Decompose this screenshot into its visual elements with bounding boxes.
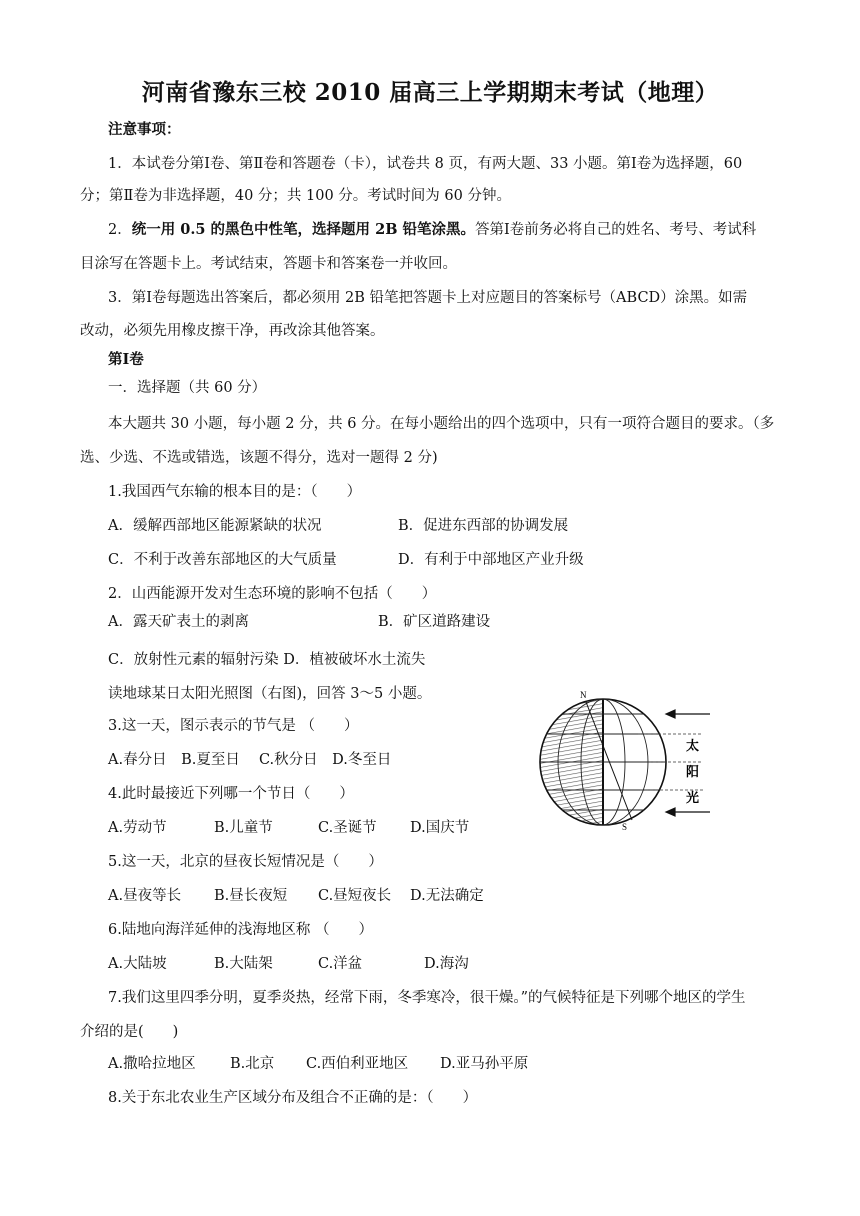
q5-option-a: A.昼夜等长 bbox=[108, 888, 182, 904]
sunlight-label-1: 太 bbox=[686, 739, 700, 754]
q6-option-b: B.大陆架 bbox=[214, 956, 273, 972]
q7-stem-line-2: 介绍的是( ) bbox=[80, 1024, 179, 1040]
q4-option-a: A.劳动节 bbox=[108, 820, 167, 836]
q2-option-a: A．露天矿表土的剥离 bbox=[108, 614, 249, 630]
q8-stem: 8.关于东北农业生产区域分布及组合不正确的是：（ ） bbox=[108, 1090, 478, 1106]
note-3-line-1: 3．第Ⅰ卷每题选出答案后，都必须用 2B 铅笔把答题卡上对应题目的答案标号（ABCD）涂黑。如需 bbox=[108, 290, 748, 306]
sunlight-label-2: 阳 bbox=[686, 765, 700, 780]
note-2-number: 2． bbox=[108, 222, 132, 238]
section-intro-line-2: 选、少选、不选或错选，该题不得分，选对一题得 2 分) bbox=[80, 450, 438, 466]
south-pole-label: S bbox=[622, 822, 628, 832]
q1-option-a: A．缓解西部地区能源紧缺的状况 bbox=[108, 518, 322, 534]
q7-option-d: D.亚马孙平原 bbox=[440, 1056, 529, 1072]
note-1-line-2: 分；第Ⅱ卷为非选择题，40 分；共 100 分。考试时间为 60 分钟。 bbox=[80, 188, 511, 204]
q1-option-c: C．不利于改善东部地区的大气质量 bbox=[108, 552, 337, 568]
q7-stem-line-1: 7.我们这里四季分明，夏季炎热，经常下雨，冬季寒冷，很干燥。”的气候特征是下列哪个地区的学生 bbox=[108, 990, 746, 1006]
q7-option-a: A.撒哈拉地区 bbox=[108, 1056, 196, 1072]
q7-option-b: B.北京 bbox=[230, 1056, 275, 1072]
figure-intro: 读地球某日太阳光照图（右图)，回答 3～5 小题。 bbox=[108, 686, 432, 702]
q5-stem: 5.这一天，北京的昼夜长短情况是（ ） bbox=[108, 854, 383, 870]
q3-options: A.春分日 B.夏至日 C.秋分日 D.冬至日 bbox=[108, 752, 392, 768]
q4-option-c: C.圣诞节 bbox=[318, 820, 377, 836]
note-2-line-2: 目涂写在答题卡上。考试结束，答题卡和答案卷一并收回。 bbox=[80, 256, 457, 272]
q6-option-a: A.大陆坡 bbox=[108, 956, 167, 972]
q2-option-cd: C．放射性元素的辐射污染 D．植被破坏水土流失 bbox=[108, 652, 426, 668]
note-3-line-2: 改动，必须先用橡皮擦干净，再改涂其他答案。 bbox=[80, 323, 385, 339]
q3-stem: 3.这一天，图示表示的节气是 （ ） bbox=[108, 718, 359, 734]
note-1-line-1: 1．本试卷分第Ⅰ卷、第Ⅱ卷和答题卷（卡），试卷共 8 页，有两大题、33 小题。第Ⅰ卷为选择题，60 bbox=[108, 156, 743, 172]
night-side-shading bbox=[538, 694, 603, 834]
section-intro-line-1: 本大题共 30 小题，每小题 2 分，共 6 分。在每小题给出的四个选项中，只有一项符合题目的要求。（多 bbox=[108, 416, 775, 432]
earth-illumination-figure bbox=[528, 684, 728, 834]
q1-stem: 1.我国西气东输的根本目的是：（ ） bbox=[108, 484, 362, 500]
q4-stem: 4.此时最接近下列哪一个节日（ ） bbox=[108, 786, 354, 802]
q6-stem: 6.陆地向海洋延伸的浅海地区称 （ ） bbox=[108, 922, 373, 938]
q1-option-b: B．促进东西部的协调发展 bbox=[398, 518, 569, 534]
note-2-rest-text: 答第Ⅰ卷前务必将自己的姓名、考号、考试科 bbox=[475, 222, 757, 238]
q7-option-c: C.西伯利亚地区 bbox=[306, 1056, 409, 1072]
note-2-bold-text: 统一用 0.5 的黑色中性笔，选择题用 2B 铅笔涂黑。 bbox=[131, 221, 475, 238]
sunlight-label-3: 光 bbox=[686, 791, 700, 806]
page-title: 河南省豫东三校 2010 届高三上学期期末考试（地理） bbox=[141, 79, 719, 106]
notes-heading: 注意事项： bbox=[108, 121, 181, 138]
q6-option-c: C.洋盆 bbox=[318, 956, 363, 972]
part-1-heading: 第Ⅰ卷 bbox=[108, 351, 144, 368]
q4-option-b: B.儿童节 bbox=[214, 820, 273, 836]
q2-option-b: B．矿区道路建设 bbox=[378, 614, 491, 630]
section-heading: 一．选择题（共 60 分） bbox=[108, 380, 267, 396]
q5-option-d: D.无法确定 bbox=[410, 888, 484, 904]
q6-option-d: D.海沟 bbox=[424, 956, 469, 972]
q1-option-d: D．有利于中部地区产业升级 bbox=[398, 552, 584, 568]
north-pole-label: N bbox=[580, 690, 587, 700]
q5-option-b: B.昼长夜短 bbox=[214, 888, 288, 904]
note-2-line-1 bbox=[108, 220, 756, 240]
q2-stem: 2．山西能源开发对生态环境的影响不包括（ ） bbox=[108, 586, 437, 602]
q5-option-c: C.昼短夜长 bbox=[318, 888, 392, 904]
q4-option-d: D.国庆节 bbox=[410, 820, 470, 836]
